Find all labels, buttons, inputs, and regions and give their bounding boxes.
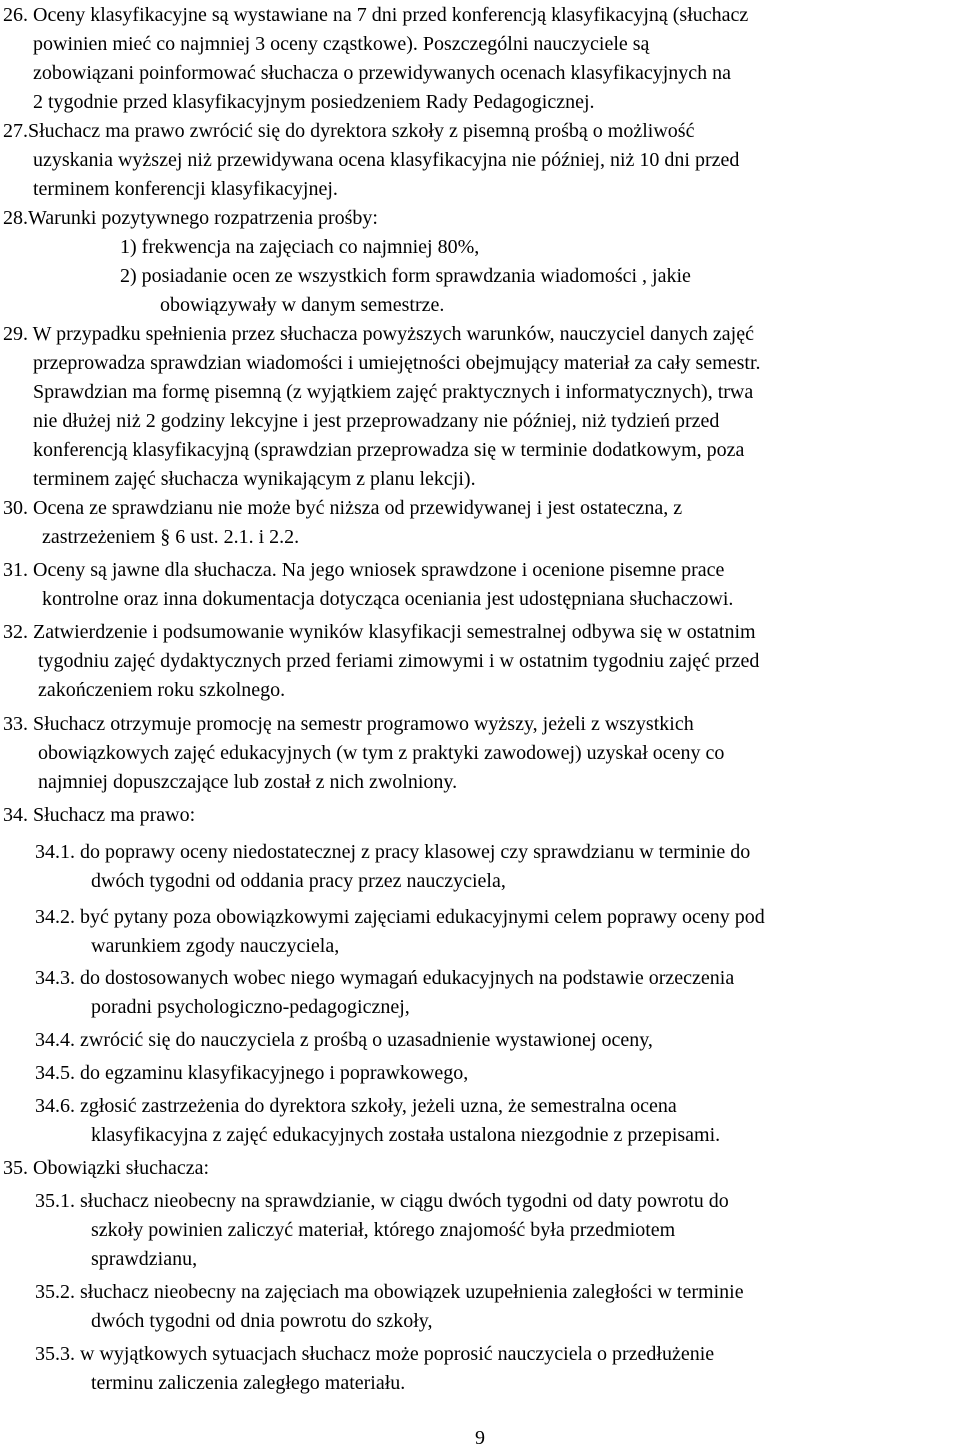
paragraph-29-line-1: 29. W przypadku spełnienia przez słuchacza powyższych warunków, nauczyciel danych zajęć <box>3 323 754 345</box>
paragraph-34-2-line-1: 34.2. być pytany poza obowiązkowymi zajęciami edukacyjnymi celem poprawy oceny pod <box>35 906 765 928</box>
paragraph-29-line-3: Sprawdzian ma formę pisemną (z wyjątkiem zajęć praktycznych i informatycznych), trwa <box>33 381 754 403</box>
paragraph-34-heading: 34. Słuchacz ma prawo: <box>3 804 196 826</box>
paragraph-26-line-3: zobowiązani poinformować słuchacza o przewidywanych ocenach klasyfikacyjnych na <box>33 62 732 84</box>
paragraph-35-2-line-2: dwóch tygodni od dnia powrotu do szkoły, <box>91 1310 433 1332</box>
paragraph-34-5: 34.5. do egzaminu klasyfikacyjnego i poprawkowego, <box>35 1062 469 1084</box>
paragraph-26-line-1: 26. Oceny klasyfikacyjne są wystawiane na 7 dni przed konferencją klasyfikacyjną (słuchacz <box>3 4 749 26</box>
paragraph-29-line-5: konferencją klasyfikacyjną (sprawdzian przeprowadza się w terminie dodatkowym, poza <box>33 439 745 461</box>
paragraph-28-item-2-cont: obowiązywały w danym semestrze. <box>160 294 445 316</box>
paragraph-34-4: 34.4. zwrócić się do nauczyciela z prośbą o uzasadnienie wystawionej oceny, <box>35 1029 653 1051</box>
paragraph-35-3-line-2: terminu zaliczenia zaległego materiału. <box>91 1372 406 1394</box>
paragraph-29-line-4: nie dłużej niż 2 godziny lekcyjne i jest przeprowadzany nie później, niż tydzień przed <box>33 410 720 432</box>
paragraph-27-line-2: uzyskania wyższej niż przewidywana ocena klasyfikacyjna nie później, niż 10 dni przed <box>33 149 740 171</box>
paragraph-35-1-line-2: szkoły powinien zaliczyć materiał, którego znajomość była przedmiotem <box>91 1219 676 1241</box>
paragraph-26-line-4: 2 tygodnie przed klasyfikacyjnym posiedzeniem Rady Pedagogicznej. <box>33 91 595 113</box>
paragraph-34-3-line-2: poradni psychologiczno-pedagogicznej, <box>91 996 410 1018</box>
paragraph-35-heading: 35. Obowiązki słuchacza: <box>3 1157 210 1179</box>
paragraph-26-line-2: powinien mieć co najmniej 3 oceny cząstkowe). Poszczególni nauczyciele są <box>33 33 650 55</box>
paragraph-34-1-line-1: 34.1. do poprawy oceny niedostatecznej z pracy klasowej czy sprawdzianu w terminie do <box>35 841 751 863</box>
paragraph-35-1-line-1: 35.1. słuchacz nieobecny na sprawdzianie, w ciągu dwóch tygodni od daty powrotu do <box>35 1190 729 1212</box>
paragraph-28-item-2: 2) posiadanie ocen ze wszystkich form sprawdzania wiadomości , jakie <box>120 265 691 287</box>
paragraph-33-line-1: 33. Słuchacz otrzymuje promocję na semestr programowo wyższy, jeżeli z wszystkich <box>3 713 694 735</box>
paragraph-33-line-2: obowiązkowych zajęć edukacyjnych (w tym z praktyki zawodowej) uzyskał oceny co <box>38 742 725 764</box>
paragraph-34-6-line-1: 34.6. zgłosić zastrzeżenia do dyrektora szkoły, jeżeli uzna, że semestralna ocena <box>35 1095 677 1117</box>
paragraph-33-line-3: najmniej dopuszczające lub został z nich zwolniony. <box>38 771 458 793</box>
paragraph-34-6-line-2: klasyfikacyjna z zajęć edukacyjnych została ustalona niezgodnie z przepisami. <box>91 1124 721 1146</box>
paragraph-30-line-1: 30. Ocena ze sprawdzianu nie może być niższa od przewidywanej i jest ostateczna, z <box>3 497 683 519</box>
paragraph-32-line-1: 32. Zatwierdzenie i podsumowanie wyników klasyfikacji semestralnej odbywa się w ostatnim <box>3 621 756 643</box>
paragraph-32-line-2: tygodniu zajęć dydaktycznych przed feriami zimowymi i w ostatnim tygodniu zajęć przed <box>38 650 760 672</box>
paragraph-30-line-2: zastrzeżeniem § 6 ust. 2.1. i 2.2. <box>42 526 300 548</box>
paragraph-34-1-line-2: dwóch tygodni od oddania pracy przez nauczyciela, <box>91 870 506 892</box>
paragraph-28-item-1: 1) frekwencja na zajęciach co najmniej 80%, <box>120 236 480 258</box>
paragraph-35-2-line-1: 35.2. słuchacz nieobecny na zajęciach ma obowiązek uzupełnienia zaległości w terminie <box>35 1281 744 1303</box>
paragraph-27-line-3: terminem konferencji klasyfikacyjnej. <box>33 178 338 200</box>
paragraph-31-line-1: 31. Oceny są jawne dla słuchacza. Na jego wniosek sprawdzone i ocenione pisemne prace <box>3 559 725 581</box>
paragraph-35-3-line-1: 35.3. w wyjątkowych sytuacjach słuchacz może poprosić nauczyciela o przedłużenie <box>35 1343 715 1365</box>
paragraph-35-1-line-3: sprawdzianu, <box>91 1248 198 1270</box>
paragraph-28-line-1: 28.Warunki pozytywnego rozpatrzenia prośby: <box>3 207 378 229</box>
paragraph-34-2-line-2: warunkiem zgody nauczyciela, <box>91 935 340 957</box>
paragraph-29-line-2: przeprowadza sprawdzian wiadomości i umiejętności obejmujący materiał za cały semestr. <box>33 352 761 374</box>
page-number: 9 <box>475 1427 485 1449</box>
paragraph-34-3-line-1: 34.3. do dostosowanych wobec niego wymagań edukacyjnych na podstawie orzeczenia <box>35 967 735 989</box>
paragraph-29-line-6: terminem zajęć słuchacza wynikającym z planu lekcji). <box>33 468 476 490</box>
paragraph-31-line-2: kontrolne oraz inna dokumentacja dotycząca oceniania jest udostępniana słuchaczowi. <box>42 588 734 610</box>
paragraph-27-line-1: 27.Słuchacz ma prawo zwrócić się do dyrektora szkoły z pisemną prośbą o możliwość <box>3 120 695 142</box>
paragraph-32-line-3: zakończeniem roku szkolnego. <box>38 679 286 701</box>
